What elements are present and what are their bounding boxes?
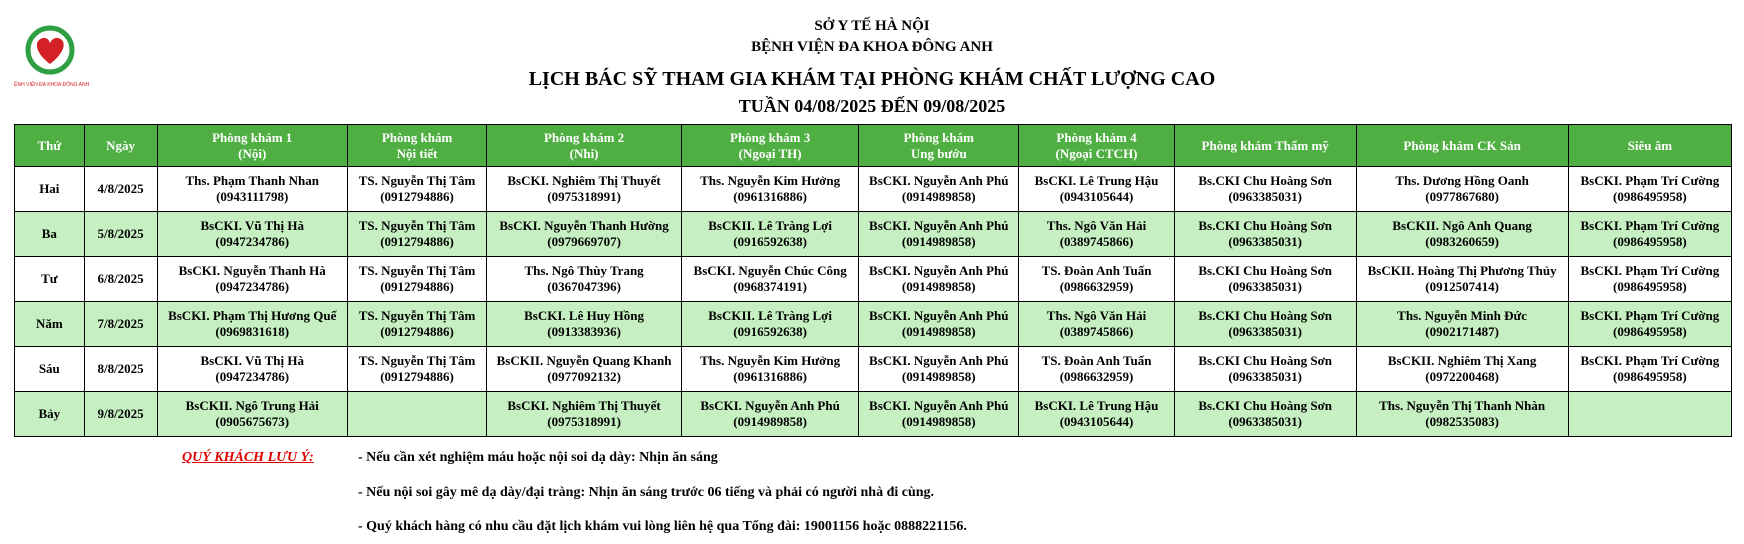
column-header — [1174, 125, 1356, 167]
column-header-line: (Ngoại CTCH) — [1055, 145, 1138, 161]
doctor-name: BsCKII. Nguyễn Quang Khanh — [496, 353, 672, 368]
date-cell: 5/8/2025 — [84, 212, 157, 257]
column-header — [157, 125, 347, 167]
doctor-cell — [1356, 392, 1568, 437]
doctor-cell — [157, 302, 347, 347]
doctor-name: BsCKI. Nguyễn Chúc Công — [693, 263, 847, 278]
doctor-phone: (0389745866) — [1059, 234, 1134, 249]
table-row — [15, 212, 1732, 257]
doctor-phone: (0963385031) — [1228, 279, 1303, 294]
doctor-phone: (0912794886) — [380, 324, 454, 339]
doctor-cell — [859, 257, 1019, 302]
doctor-cell — [1356, 347, 1568, 392]
column-header-line: Nội tiết — [396, 145, 438, 161]
doctor-cell — [681, 392, 858, 437]
doctor-phone: (0905675673) — [215, 414, 290, 429]
department-name: SỞ Y TẾ HÀ NỘI — [814, 18, 930, 34]
column-header — [681, 125, 858, 167]
doctor-name: Bs.CKI Chu Hoàng Sơn — [1198, 173, 1332, 188]
doctor-cell — [1568, 212, 1731, 257]
doctor-name: BsCKII. Lê Tràng Lợi — [708, 308, 832, 323]
column-header-line: Phòng khám 3 — [730, 129, 811, 145]
doctor-phone: (0963385031) — [1228, 189, 1303, 204]
doctor-phone: (0912794886) — [380, 234, 454, 249]
doctor-phone: (0986495958) — [1613, 324, 1687, 339]
doctor-cell — [157, 167, 347, 212]
doctor-cell — [1356, 302, 1568, 347]
doctor-phone: (0912794886) — [380, 189, 454, 204]
doctor-cell — [1019, 392, 1175, 437]
doctor-cell — [1019, 302, 1175, 347]
doctor-name: TS. Nguyễn Thị Tâm — [358, 173, 476, 188]
doctor-name: Bs.CKI Chu Hoàng Sơn — [1198, 353, 1332, 368]
doctor-cell — [681, 347, 858, 392]
doctor-name: BsCKII. Lê Tràng Lợi — [708, 218, 832, 233]
doctor-phone: (0943105644) — [1059, 414, 1134, 429]
doctor-name: TS. Nguyễn Thị Tâm — [358, 353, 476, 368]
doctor-cell — [1568, 347, 1731, 392]
doctor-phone: (0947234786) — [215, 369, 290, 384]
doctor-name: TS. Nguyễn Thị Tâm — [358, 308, 476, 323]
doctor-phone: (0982535083) — [1425, 414, 1499, 429]
doctor-cell — [681, 212, 858, 257]
doctor-phone: (0367047396) — [547, 279, 621, 294]
doctor-phone: (0986632959) — [1059, 369, 1134, 384]
doctor-cell — [1568, 167, 1731, 212]
column-header — [1356, 125, 1568, 167]
doctor-cell — [347, 212, 486, 257]
doctor-name: BsCKI. Nguyễn Thanh Hà — [178, 263, 326, 278]
column-header — [84, 125, 157, 167]
hospital-name: BỆNH VIỆN ĐA KHOA ĐÔNG ANH — [751, 39, 993, 55]
doctor-cell — [1568, 392, 1731, 437]
doctor-name: BsCKI. Nghiêm Thị Thuyết — [507, 398, 661, 413]
doctor-cell — [1356, 257, 1568, 302]
doctor-name: BsCKI. Nguyễn Thanh Hường — [499, 218, 669, 233]
doctor-name: Ths. Ngô Văn Hải — [1046, 218, 1147, 233]
doctor-phone: (0914989858) — [901, 414, 976, 429]
doctor-name: BsCKI. Vũ Thị Hà — [200, 218, 304, 233]
doctor-name: TS. Đoàn Anh Tuấn — [1041, 263, 1152, 278]
doctor-name: Ths. Nguyễn Kim Hưởng — [700, 353, 841, 368]
doctor-phone: (0902171487) — [1425, 324, 1499, 339]
table-row — [15, 167, 1732, 212]
doctor-phone: (0912794886) — [380, 369, 454, 384]
doctor-name: BsCKI. Nguyễn Anh Phú — [869, 218, 1009, 233]
column-header — [347, 125, 486, 167]
doctor-phone: (0986495958) — [1613, 189, 1687, 204]
column-header-line: Phòng khám 1 — [212, 129, 293, 145]
doctor-cell — [487, 392, 682, 437]
week-range: TUẦN 04/08/2025 ĐẾN 09/08/2025 — [738, 96, 1006, 116]
doctor-cell — [859, 302, 1019, 347]
doctor-name: BsCKI. Nguyễn Anh Phú — [869, 263, 1009, 278]
doctor-cell — [859, 212, 1019, 257]
doctor-name: BsCKI. Nguyễn Anh Phú — [700, 398, 840, 413]
note-item: - Nếu cần xét nghiệm máu hoặc nội soi dạ dày: Nhịn ăn sáng — [358, 450, 718, 465]
doctor-name: BsCKI. Lê Trung Hậu — [1034, 173, 1159, 188]
date-cell: 8/8/2025 — [84, 347, 157, 392]
doctor-phone: (0943111798) — [216, 189, 289, 204]
schedule-table — [14, 124, 1732, 437]
doctor-cell — [1019, 257, 1175, 302]
doctor-cell — [157, 257, 347, 302]
column-header-line: Siêu âm — [1627, 137, 1673, 153]
table-row — [15, 302, 1732, 347]
doctor-cell — [347, 257, 486, 302]
doctor-name: BsCKI. Lê Trung Hậu — [1034, 398, 1159, 413]
column-header — [1019, 125, 1175, 167]
doctor-cell — [1019, 347, 1175, 392]
doctor-name: BsCKI. Phạm Trí Cường — [1580, 263, 1720, 278]
doctor-cell — [1356, 167, 1568, 212]
doctor-phone: (0983260659) — [1425, 234, 1499, 249]
doctor-cell — [859, 347, 1019, 392]
doctor-name: BsCKI. Vũ Thị Hà — [200, 353, 304, 368]
date-cell: 4/8/2025 — [84, 167, 157, 212]
table-row — [15, 392, 1732, 437]
doctor-cell — [487, 167, 682, 212]
doctor-cell — [1174, 347, 1356, 392]
doctor-phone: (0914989858) — [901, 369, 976, 384]
doctor-name: Ths. Dương Hồng Oanh — [1395, 173, 1529, 188]
doctor-name: Bs.CKI Chu Hoàng Sơn — [1198, 263, 1332, 278]
doctor-phone: (0914989858) — [901, 279, 976, 294]
day-cell: Năm — [15, 302, 85, 347]
doctor-name: BsCKI. Phạm Trí Cường — [1580, 353, 1720, 368]
day-cell: Sáu — [15, 347, 85, 392]
doctor-cell — [859, 392, 1019, 437]
doctor-cell — [1174, 257, 1356, 302]
doctor-cell — [1174, 212, 1356, 257]
doctor-name: BsCKI. Phạm Trí Cường — [1580, 308, 1720, 323]
doctor-name: BsCKII. Nghiêm Thị Xang — [1387, 353, 1537, 368]
doctor-phone: (0972200468) — [1425, 369, 1499, 384]
doctor-name: BsCKI. Nguyễn Anh Phú — [869, 398, 1009, 413]
doctor-name: BsCKI. Nguyễn Anh Phú — [869, 308, 1009, 323]
doctor-name: Bs.CKI Chu Hoàng Sơn — [1198, 308, 1332, 323]
doctor-phone: (0914989858) — [901, 324, 976, 339]
doctor-name: Ths. Ngô Thùy Trang — [524, 263, 644, 278]
column-header — [859, 125, 1019, 167]
doctor-cell — [157, 347, 347, 392]
doctor-phone: (0963385031) — [1228, 414, 1303, 429]
doctor-phone: (0947234786) — [215, 234, 290, 249]
doctor-cell — [1174, 392, 1356, 437]
doctor-cell — [681, 167, 858, 212]
doctor-phone: (0963385031) — [1228, 324, 1303, 339]
doctor-cell — [157, 212, 347, 257]
doctor-name: BsCKII. Ngô Anh Quang — [1392, 218, 1532, 233]
doctor-name: BsCKI. Nghiêm Thị Thuyết — [507, 173, 661, 188]
doctor-phone: (0975318991) — [547, 189, 621, 204]
doctor-name: TS. Nguyễn Thị Tâm — [358, 218, 476, 233]
doctor-cell — [347, 302, 486, 347]
day-cell: Ba — [15, 212, 85, 257]
doctor-phone: (0914989858) — [901, 189, 976, 204]
day-cell: Tư — [15, 257, 85, 302]
header-row — [15, 125, 1732, 167]
doctor-phone: (0986495958) — [1613, 234, 1687, 249]
date-cell: 6/8/2025 — [84, 257, 157, 302]
doctor-name: Ths. Nguyễn Thị Thanh Nhàn — [1379, 398, 1546, 413]
doctor-cell — [347, 347, 486, 392]
doctor-phone: (0913383936) — [547, 324, 621, 339]
doctor-cell — [859, 167, 1019, 212]
doctor-phone: (0975318991) — [547, 414, 621, 429]
column-header — [487, 125, 682, 167]
doctor-name: Bs.CKI Chu Hoàng Sơn — [1198, 218, 1332, 233]
doctor-cell — [681, 257, 858, 302]
doctor-cell — [487, 302, 682, 347]
doctor-phone: (0977867680) — [1425, 189, 1499, 204]
doctor-phone: (0986495958) — [1613, 369, 1687, 384]
doctor-name: BsCKI. Phạm Trí Cường — [1580, 173, 1720, 188]
doctor-phone: (0914989858) — [733, 414, 807, 429]
doctor-cell — [1174, 302, 1356, 347]
note-item: - Quý khách hàng có nhu cầu đặt lịch khám vui lòng liên hệ qua Tổng đài: 19001156 hoặc 0888221156. — [358, 519, 967, 534]
doctor-phone: (0916592638) — [733, 234, 807, 249]
column-header-line: (Nội) — [238, 145, 267, 161]
column-header-line: Phòng khám 4 — [1056, 129, 1137, 145]
doctor-phone: (0979669707) — [547, 234, 621, 249]
doctor-phone: (0963385031) — [1228, 234, 1303, 249]
column-header-line: Phòng khám — [903, 129, 974, 145]
column-header-line: Ung bướu — [910, 145, 967, 161]
doctor-name: BsCKI. Phạm Thị Hương Quế — [168, 308, 337, 323]
doctor-name: TS. Nguyễn Thị Tâm — [358, 263, 476, 278]
column-header-line: (Ngoại TH) — [738, 145, 802, 161]
doctor-name: Bs.CKI Chu Hoàng Sơn — [1198, 398, 1332, 413]
doctor-cell — [347, 167, 486, 212]
doctor-phone: (0916592638) — [733, 324, 807, 339]
doctor-phone: (0977092132) — [547, 369, 621, 384]
doctor-phone: (0969831618) — [215, 324, 290, 339]
doctor-phone: (0963385031) — [1228, 369, 1303, 384]
doctor-phone: (0389745866) — [1059, 324, 1134, 339]
doctor-phone: (0968374191) — [733, 279, 807, 294]
doctor-phone: (0961316886) — [733, 189, 807, 204]
doctor-phone: (0986632959) — [1059, 279, 1134, 294]
column-header-line: (Nhi) — [569, 145, 599, 161]
doctor-cell — [487, 347, 682, 392]
day-cell: Hai — [15, 167, 85, 212]
doctor-cell — [681, 302, 858, 347]
doctor-cell — [157, 392, 347, 437]
date-cell: 7/8/2025 — [84, 302, 157, 347]
column-header-line: Phòng khám — [381, 129, 453, 145]
doctor-phone: (0947234786) — [215, 279, 290, 294]
column-header — [15, 125, 85, 167]
column-header-line: Phòng khám CK Sản — [1403, 137, 1521, 153]
doctor-cell — [347, 392, 486, 437]
table-row — [15, 257, 1732, 302]
doctor-cell — [1356, 212, 1568, 257]
doctor-phone: (0912507414) — [1425, 279, 1499, 294]
date-cell: 9/8/2025 — [84, 392, 157, 437]
doctor-cell — [1568, 257, 1731, 302]
doctor-name: BsCKI. Phạm Trí Cường — [1580, 218, 1720, 233]
doctor-cell — [487, 257, 682, 302]
column-header-line: Ngày — [106, 137, 136, 153]
day-cell: Bảy — [15, 392, 85, 437]
doctor-name: Ths. Ngô Văn Hải — [1046, 308, 1147, 323]
doctor-phone: (0961316886) — [733, 369, 807, 384]
doctor-phone: (0914989858) — [901, 234, 976, 249]
doctor-name: BsCKI. Lê Huy Hồng — [524, 308, 645, 323]
doctor-phone: (0943105644) — [1059, 189, 1134, 204]
column-header-line: Phòng khám 2 — [543, 129, 625, 145]
logo-text: BỆNH VIỆN ĐA KHOA ĐÔNG ANH — [14, 82, 90, 88]
notes-title: QUÝ KHÁCH LƯU Ý: — [182, 450, 314, 465]
doctor-name: BsCKII. Ngô Trung Hải — [185, 398, 319, 413]
page-title: LỊCH BÁC SỸ THAM GIA KHÁM TẠI PHÒNG KHÁM CHẤT LƯỢNG CAO — [528, 68, 1216, 90]
doctor-name: BsCKI. Nguyễn Anh Phú — [869, 173, 1009, 188]
doctor-name: BsCKI. Nguyễn Anh Phú — [869, 353, 1009, 368]
doctor-phone: (0986495958) — [1613, 279, 1687, 294]
doctor-phone: (0912794886) — [380, 279, 454, 294]
doctor-name: Ths. Nguyễn Minh Đức — [1397, 308, 1528, 323]
doctor-cell — [1174, 167, 1356, 212]
doctor-name: TS. Đoàn Anh Tuấn — [1041, 353, 1152, 368]
doctor-name: Ths. Nguyễn Kim Hưởng — [700, 173, 841, 188]
doctor-cell — [1019, 167, 1175, 212]
doctor-name: Ths. Phạm Thanh Nhan — [185, 173, 319, 188]
note-item: - Nếu nội soi gây mê dạ dày/đại tràng: Nhịn ăn sáng trước 06 tiếng và phải có người nhà đi cùng. — [358, 485, 935, 500]
table-row — [15, 347, 1732, 392]
column-header-line: Thứ — [37, 137, 62, 153]
doctor-cell — [487, 212, 682, 257]
doctor-name: BsCKII. Hoàng Thị Phương Thủy — [1367, 263, 1557, 278]
doctor-cell — [1019, 212, 1175, 257]
column-header — [1568, 125, 1731, 167]
doctor-cell — [1568, 302, 1731, 347]
column-header-line: Phòng khám Thẩm mỹ — [1201, 137, 1329, 153]
